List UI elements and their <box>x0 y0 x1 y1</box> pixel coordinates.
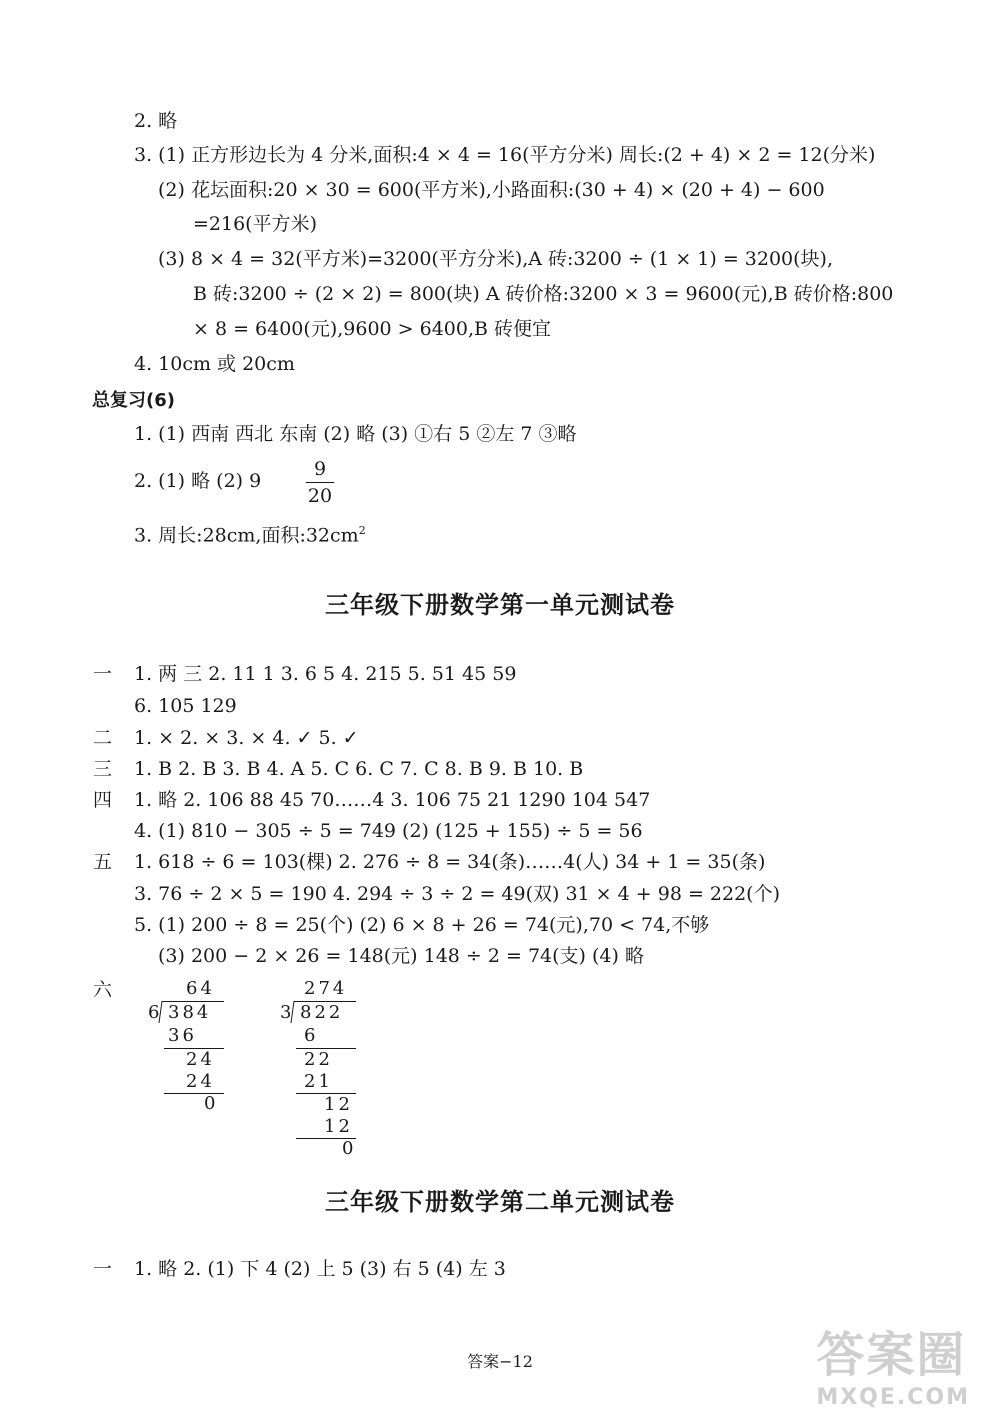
ld2-dividend: 822 <box>300 1002 344 1023</box>
review5-item-3-3b: B 砖:3200 ÷ (2 × 2) = 800(块) A 砖价格:3200 × 3 = 9600(元),B 砖价格:800 <box>193 283 894 305</box>
ld1-step-3: 24 <box>186 1071 215 1092</box>
review5-item-3-2b: =216(平方米) <box>193 213 318 235</box>
review5-item-3-1: 3. (1) 正方形边长为 4 分米,面积:4 × 4 = 16(平方分米) 周长:(2 + 4) × 2 = 12(分米) <box>134 144 876 166</box>
unit1-s5-line2: 3. 76 ÷ 2 × 5 = 190 4. 294 ÷ 3 ÷ 2 = 49(双) 31 × 4 + 98 = 222(个) <box>134 883 781 905</box>
unit1-s4-label: 四 <box>93 789 113 811</box>
review5-item-3-3a: (3) 8 × 4 = 32(平方米)=3200(平方分米),A 砖:3200 ÷ (1 × 1) = 3200(块), <box>158 248 834 270</box>
ld2-step-1: 6 <box>304 1025 319 1046</box>
review5-item-3-2a: (2) 花坛面积:20 × 30 = 600(平方米),小路面积:(30 + 4) × (20 + 4) − 600 <box>158 179 825 201</box>
fraction-9-20 <box>306 460 334 506</box>
long-division-2 <box>280 976 390 1159</box>
ld1-step-1: 36 <box>168 1025 197 1046</box>
unit1-s5-line4: (3) 200 − 2 × 26 = 148(元) 148 ÷ 2 = 74(支) (4) 略 <box>158 945 644 967</box>
ld2-step-4: 12 <box>324 1094 353 1115</box>
ld1-dividend: 384 <box>168 1002 212 1023</box>
review6-item-3-text: 3. 周长:28cm,面积:32cm <box>134 524 359 547</box>
ld1-step-2: 24 <box>186 1049 215 1070</box>
fraction-numerator: 9 <box>313 458 327 480</box>
ld2-step-3: 21 <box>304 1071 333 1092</box>
unit1-s1-label: 一 <box>93 663 113 685</box>
page-number: 答案−12 <box>467 1352 533 1371</box>
unit1-s5-line3: 5. (1) 200 ÷ 8 = 25(个) (2) 6 × 8 + 26 = 74(元),70 < 74,不够 <box>134 914 710 936</box>
unit1-title: 三年级下册数学第一单元测试卷 <box>325 591 675 619</box>
watermark-text: 答案圈 <box>816 1327 967 1383</box>
unit1-s5-label: 五 <box>93 851 113 873</box>
review6-item-1: 1. (1) 西南 西北 东南 (2) 略 (3) ①右 5 ②左 7 ③略 <box>134 423 577 445</box>
ld2-divisor: 3 <box>280 1002 295 1023</box>
review5-item-3-3c: × 8 = 6400(元),9600 > 6400,B 砖便宜 <box>193 318 552 340</box>
unit1-s2-line: 1. × 2. × 3. × 4. ✓ 5. ✓ <box>134 727 359 749</box>
unit1-s2-label: 二 <box>93 727 113 749</box>
ld2-step-2: 22 <box>304 1049 333 1070</box>
fraction-bar <box>306 482 334 483</box>
fraction-denominator: 20 <box>307 485 333 507</box>
unit1-s3-label: 三 <box>93 758 113 780</box>
unit1-s5-line1: 1. 618 ÷ 6 = 103(棵) 2. 276 ÷ 8 = 34(条)……4(人) 34 + 1 = 35(条) <box>134 851 766 873</box>
unit1-s4-line2: 4. (1) 810 − 305 ÷ 5 = 749 (2) (125 + 155) ÷ 5 = 56 <box>134 820 643 842</box>
ld2-step-6: 0 <box>342 1138 357 1159</box>
unit2-s1-label: 一 <box>93 1258 113 1280</box>
ld1-quotient: 64 <box>186 978 215 999</box>
review6-heading: 总复习(6) <box>92 390 175 411</box>
unit1-s6-label: 六 <box>93 979 113 1001</box>
unit1-s1-line2: 6. 105 129 <box>134 695 237 717</box>
ld1-divisor: 6 <box>148 1002 163 1023</box>
long-division-1 <box>148 976 238 1116</box>
review6-item-3 <box>134 525 366 545</box>
review5-item-4: 4. 10cm 或 20cm <box>134 353 295 375</box>
unit1-s3-line: 1. B 2. B 3. B 4. A 5. C 6. C 7. C 8. B 9. B 10. B <box>134 758 584 780</box>
watermark-url: MXQE.COM <box>816 1385 970 1410</box>
unit2-s1-line: 1. 略 2. (1) 下 4 (2) 上 5 (3) 右 5 (4) 左 3 <box>134 1258 506 1280</box>
unit1-s1-line1: 1. 两 三 2. 11 1 3. 6 5 4. 215 5. 51 45 59 <box>134 663 517 685</box>
watermark-logo <box>816 1316 970 1410</box>
review6-item-3-sup: 2 <box>358 524 366 537</box>
review5-item-2: 2. 略 <box>134 110 178 132</box>
unit2-title: 三年级下册数学第二单元测试卷 <box>325 1188 675 1216</box>
ld2-step-5: 12 <box>324 1116 353 1137</box>
ld1-step-4: 0 <box>204 1093 219 1114</box>
unit1-s4-line1: 1. 略 2. 106 88 45 70……4 3. 106 75 21 1290 104 547 <box>134 789 651 811</box>
review6-item-2: 2. (1) 略 (2) 9 <box>134 470 262 492</box>
ld2-quotient: 274 <box>304 978 348 999</box>
